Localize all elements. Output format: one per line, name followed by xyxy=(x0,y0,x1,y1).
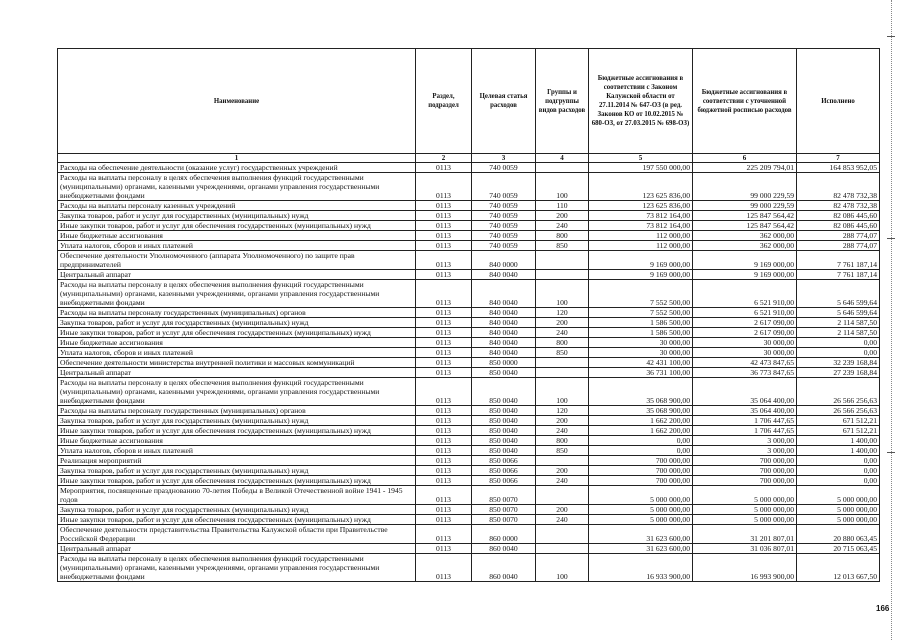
cell-list: 362 000,00 xyxy=(693,241,797,251)
table-row xyxy=(58,318,880,328)
table-row xyxy=(58,211,880,221)
col-number: 7 xyxy=(797,154,880,163)
table-row xyxy=(58,368,880,378)
cell-list: 3 000,00 xyxy=(693,436,797,446)
cell-done: 2 114 587,50 xyxy=(797,318,880,328)
cell-law: 7 552 500,00 xyxy=(589,308,693,318)
cell-sec: 0113 xyxy=(416,368,472,378)
cell-grp: 100 xyxy=(536,554,589,582)
cell-list: 125 847 564,42 xyxy=(693,211,797,221)
cell-grp: 200 xyxy=(536,416,589,426)
cell-grp: 110 xyxy=(536,201,589,211)
cell-law: 5 000 000,00 xyxy=(589,515,693,525)
cell-grp: 200 xyxy=(536,318,589,328)
cell-sec: 0113 xyxy=(416,211,472,221)
cell-sec: 0113 xyxy=(416,163,472,173)
cell-done: 5 000 000,00 xyxy=(797,515,880,525)
table-row xyxy=(58,456,880,466)
cell-done: 20 715 063,45 xyxy=(797,544,880,554)
cell-grp: 100 xyxy=(536,280,589,308)
cell-done: 27 239 168,84 xyxy=(797,368,880,378)
cell-sec: 0113 xyxy=(416,231,472,241)
cell-done: 82 086 445,60 xyxy=(797,211,880,221)
cell-done: 7 761 187,14 xyxy=(797,251,880,270)
cell-tgt: 840 0040 xyxy=(472,348,536,358)
table-row xyxy=(58,406,880,416)
col-number: 1 xyxy=(58,154,416,163)
col-number: 6 xyxy=(693,154,797,163)
cell-grp xyxy=(536,456,589,466)
cell-list: 42 473 847,65 xyxy=(693,358,797,368)
cell-sec: 0113 xyxy=(416,241,472,251)
cell-done: 82 478 732,38 xyxy=(797,201,880,211)
cell-tgt: 840 0040 xyxy=(472,318,536,328)
cell-name: Центральный аппарат xyxy=(58,544,416,554)
cell-name: Иные закупки товаров, работ и услуг для обеспечения государственных (муниципальных) нужд xyxy=(58,426,416,436)
col-number: 2 xyxy=(416,154,472,163)
cell-law: 112 000,00 xyxy=(589,231,693,241)
col-number: 5 xyxy=(589,154,693,163)
cell-grp: 800 xyxy=(536,231,589,241)
cell-list: 6 521 910,00 xyxy=(693,308,797,318)
cell-sec: 0113 xyxy=(416,348,472,358)
cell-sec: 0113 xyxy=(416,505,472,515)
cell-name: Уплата налогов, сборов и иных платежей xyxy=(58,241,416,251)
cell-tgt: 840 0040 xyxy=(472,308,536,318)
cell-done: 2 114 587,50 xyxy=(797,328,880,338)
table-row xyxy=(58,466,880,476)
cell-sec: 0113 xyxy=(416,456,472,466)
table-row xyxy=(58,348,880,358)
cell-law: 5 000 000,00 xyxy=(589,505,693,515)
cell-law: 1 586 500,00 xyxy=(589,328,693,338)
cell-done: 1 400,00 xyxy=(797,446,880,456)
cell-sec: 0113 xyxy=(416,328,472,338)
cell-sec: 0113 xyxy=(416,280,472,308)
cell-tgt: 850 0040 xyxy=(472,368,536,378)
cell-tgt: 740 0059 xyxy=(472,241,536,251)
cell-done: 82 478 732,38 xyxy=(797,173,880,201)
table-row xyxy=(58,163,880,173)
cell-law: 30 000,00 xyxy=(589,348,693,358)
cell-done: 5 646 599,64 xyxy=(797,308,880,318)
cell-name: Обеспечение деятельности представительства Правительства Калужской области при Правительстве Российской Федерации xyxy=(58,525,416,544)
cell-grp: 200 xyxy=(536,505,589,515)
page-number: 166 xyxy=(876,604,890,613)
cell-list: 362 000,00 xyxy=(693,231,797,241)
cell-list: 31 036 807,01 xyxy=(693,544,797,554)
cell-grp: 800 xyxy=(536,338,589,348)
cell-grp: 240 xyxy=(536,221,589,231)
cell-tgt: 850 0066 xyxy=(472,466,536,476)
cell-name: Иные бюджетные ассигнования xyxy=(58,436,416,446)
cell-list: 16 993 900,00 xyxy=(693,554,797,582)
cell-name: Закупка товаров, работ и услуг для государственных (муниципальных) нужд xyxy=(58,466,416,476)
cell-grp: 850 xyxy=(536,241,589,251)
cell-law: 1 662 200,00 xyxy=(589,426,693,436)
margin-tick xyxy=(887,238,895,239)
table-row xyxy=(58,241,880,251)
cell-list: 99 000 229,59 xyxy=(693,173,797,201)
cell-grp xyxy=(536,525,589,544)
cell-done: 0,00 xyxy=(797,456,880,466)
cell-law: 112 000,00 xyxy=(589,241,693,251)
cell-list: 9 169 000,00 xyxy=(693,251,797,270)
cell-grp: 240 xyxy=(536,328,589,338)
cell-law: 700 000,00 xyxy=(589,466,693,476)
cell-sec: 0113 xyxy=(416,544,472,554)
cell-done: 671 512,21 xyxy=(797,416,880,426)
page-edge-line xyxy=(891,0,892,640)
table-row xyxy=(58,221,880,231)
cell-sec: 0113 xyxy=(416,406,472,416)
margin-tick xyxy=(887,452,895,453)
cell-grp: 240 xyxy=(536,476,589,486)
table-row xyxy=(58,201,880,211)
cell-tgt: 850 0040 xyxy=(472,436,536,446)
cell-name: Расходы на выплаты персоналу в целях обеспечения выполнения функций государственными (муниципальными) органами, казенными учреждениями, органами управления государственными внебюджетными фондами xyxy=(58,378,416,406)
cell-sec: 0113 xyxy=(416,426,472,436)
cell-law: 73 812 164,00 xyxy=(589,221,693,231)
cell-name: Расходы на обеспечение деятельности (оказание услуг) государственных учреждений xyxy=(58,163,416,173)
cell-grp xyxy=(536,486,589,505)
cell-name: Расходы на выплаты персоналу в целях обеспечения выполнения функций государственными (муниципальными) органами, казенными учреждениями, органами управления государственными внебюджетными фондами xyxy=(58,173,416,201)
cell-grp xyxy=(536,251,589,270)
cell-name: Иные закупки товаров, работ и услуг для обеспечения государственных (муниципальных) нужд xyxy=(58,515,416,525)
table-row xyxy=(58,280,880,308)
cell-tgt: 850 0040 xyxy=(472,426,536,436)
cell-sec: 0113 xyxy=(416,554,472,582)
cell-name: Обеспечение деятельности министерства внутренней политики и массовых коммуникаций xyxy=(58,358,416,368)
cell-done: 5 000 000,00 xyxy=(797,486,880,505)
table-row xyxy=(58,446,880,456)
cell-list: 9 169 000,00 xyxy=(693,270,797,280)
cell-grp: 240 xyxy=(536,426,589,436)
cell-law: 700 000,00 xyxy=(589,476,693,486)
table-row xyxy=(58,426,880,436)
cell-name: Обеспечение деятельности Уполномоченного (аппарата Уполномоченного) по защите прав предпринимателей xyxy=(58,251,416,270)
cell-sec: 0113 xyxy=(416,251,472,270)
cell-list: 35 064 400,00 xyxy=(693,406,797,416)
cell-tgt: 740 0059 xyxy=(472,231,536,241)
table-row xyxy=(58,505,880,515)
cell-sec: 0113 xyxy=(416,525,472,544)
cell-tgt: 860 0000 xyxy=(472,525,536,544)
cell-tgt: 740 0059 xyxy=(472,201,536,211)
cell-law: 197 550 000,00 xyxy=(589,163,693,173)
cell-name: Мероприятия, посвященные празднованию 70-летия Победы в Великой Отечественной войне 1941 - 1945 годов xyxy=(58,486,416,505)
cell-sec: 0113 xyxy=(416,416,472,426)
col-number: 4 xyxy=(536,154,589,163)
cell-done: 671 512,21 xyxy=(797,426,880,436)
cell-tgt: 850 0000 xyxy=(472,358,536,368)
cell-law: 123 625 836,00 xyxy=(589,173,693,201)
cell-grp: 850 xyxy=(536,348,589,358)
table-row xyxy=(58,544,880,554)
cell-tgt: 850 0040 xyxy=(472,406,536,416)
cell-law: 73 812 164,00 xyxy=(589,211,693,221)
table-row xyxy=(58,515,880,525)
cell-done: 164 853 952,05 xyxy=(797,163,880,173)
table-row xyxy=(58,251,880,270)
cell-tgt: 740 0059 xyxy=(472,163,536,173)
cell-tgt: 850 0066 xyxy=(472,456,536,466)
cell-list: 700 000,00 xyxy=(693,456,797,466)
cell-list: 125 847 564,42 xyxy=(693,221,797,231)
cell-name: Иные закупки товаров, работ и услуг для обеспечения государственных (муниципальных) нужд xyxy=(58,328,416,338)
header-alloc-list: Бюджетные ассигнования в соответствии с уточненной бюджетной росписью расходов xyxy=(693,49,797,154)
table-row xyxy=(58,554,880,582)
cell-tgt: 840 0040 xyxy=(472,270,536,280)
table-row xyxy=(58,486,880,505)
cell-list: 3 000,00 xyxy=(693,446,797,456)
cell-grp: 200 xyxy=(536,466,589,476)
cell-sec: 0113 xyxy=(416,318,472,328)
cell-grp: 100 xyxy=(536,378,589,406)
table-row xyxy=(58,525,880,544)
cell-grp xyxy=(536,270,589,280)
header-executed: Исполнено xyxy=(797,49,880,154)
cell-grp: 240 xyxy=(536,515,589,525)
cell-tgt: 850 0070 xyxy=(472,486,536,505)
cell-name: Расходы на выплаты персоналу в целях обеспечения выполнения функций государственными (муниципальными) органами, казенными учреждениями, органами управления государственными внебюджетными фондами xyxy=(58,280,416,308)
cell-sec: 0113 xyxy=(416,446,472,456)
cell-tgt: 850 0040 xyxy=(472,378,536,406)
cell-done: 12 013 667,50 xyxy=(797,554,880,582)
cell-law: 9 169 000,00 xyxy=(589,270,693,280)
cell-list: 2 617 090,00 xyxy=(693,328,797,338)
cell-law: 0,00 xyxy=(589,446,693,456)
cell-list: 30 000,00 xyxy=(693,338,797,348)
cell-name: Расходы на выплаты персоналу государственных (муниципальных) органов xyxy=(58,406,416,416)
cell-name: Расходы на выплаты персоналу государственных (муниципальных) органов xyxy=(58,308,416,318)
budget-table xyxy=(57,48,880,582)
cell-name: Центральный аппарат xyxy=(58,368,416,378)
cell-law: 16 933 900,00 xyxy=(589,554,693,582)
cell-sec: 0113 xyxy=(416,515,472,525)
cell-sec: 0113 xyxy=(416,378,472,406)
cell-tgt: 860 0040 xyxy=(472,554,536,582)
cell-grp: 120 xyxy=(536,308,589,318)
cell-tgt: 850 0070 xyxy=(472,505,536,515)
cell-grp: 120 xyxy=(536,406,589,416)
cell-tgt: 840 0040 xyxy=(472,338,536,348)
cell-done: 20 880 063,45 xyxy=(797,525,880,544)
cell-list: 700 000,00 xyxy=(693,466,797,476)
cell-list: 36 773 847,65 xyxy=(693,368,797,378)
table-row xyxy=(58,378,880,406)
cell-sec: 0113 xyxy=(416,338,472,348)
cell-sec: 0113 xyxy=(416,221,472,231)
cell-list: 1 706 447,65 xyxy=(693,426,797,436)
cell-name: Закупка товаров, работ и услуг для государственных (муниципальных) нужд xyxy=(58,416,416,426)
table-header xyxy=(58,49,880,163)
cell-name: Закупка товаров, работ и услуг для государственных (муниципальных) нужд xyxy=(58,505,416,515)
cell-done: 82 086 445,60 xyxy=(797,221,880,231)
cell-name: Иные бюджетные ассигнования xyxy=(58,231,416,241)
table-body xyxy=(58,163,880,582)
cell-law: 35 068 900,00 xyxy=(589,406,693,416)
cell-name: Иные закупки товаров, работ и услуг для обеспечения государственных (муниципальных) нужд xyxy=(58,476,416,486)
cell-grp xyxy=(536,368,589,378)
cell-grp xyxy=(536,163,589,173)
cell-law: 30 000,00 xyxy=(589,338,693,348)
cell-grp xyxy=(536,544,589,554)
cell-done: 0,00 xyxy=(797,466,880,476)
cell-name: Закупка товаров, работ и услуг для государственных (муниципальных) нужд xyxy=(58,318,416,328)
header-alloc-law: Бюджетные ассигнования в соответствии с Законом Калужской области от 27.11.2014 № 647-ОЗ (в ред. Законов КО от 10.02.2015 № 680-ОЗ, от 27.03.2015 № 698-ОЗ) xyxy=(589,49,693,154)
cell-name: Расходы на выплаты персоналу в целях обеспечения выполнения функций государственными (муниципальными) органами, казенными учреждениями, органами управления государственными внебюджетными фондами xyxy=(58,554,416,582)
cell-law: 7 552 500,00 xyxy=(589,280,693,308)
cell-grp: 200 xyxy=(536,211,589,221)
cell-done: 288 774,07 xyxy=(797,231,880,241)
cell-law: 35 068 900,00 xyxy=(589,378,693,406)
cell-law: 0,00 xyxy=(589,436,693,446)
cell-grp: 800 xyxy=(536,436,589,446)
cell-tgt: 740 0059 xyxy=(472,221,536,231)
cell-law: 31 623 600,00 xyxy=(589,525,693,544)
table-row xyxy=(58,328,880,338)
cell-done: 26 566 256,63 xyxy=(797,406,880,416)
cell-name: Реализация мероприятий xyxy=(58,456,416,466)
cell-sec: 0113 xyxy=(416,308,472,318)
cell-tgt: 840 0000 xyxy=(472,251,536,270)
cell-list: 31 201 807,01 xyxy=(693,525,797,544)
cell-tgt: 850 0066 xyxy=(472,476,536,486)
cell-done: 7 761 187,14 xyxy=(797,270,880,280)
cell-done: 288 774,07 xyxy=(797,241,880,251)
cell-done: 0,00 xyxy=(797,348,880,358)
cell-done: 0,00 xyxy=(797,338,880,348)
cell-name: Иные закупки товаров, работ и услуг для обеспечения государственных (муниципальных) нужд xyxy=(58,221,416,231)
cell-law: 36 731 100,00 xyxy=(589,368,693,378)
cell-sec: 0113 xyxy=(416,466,472,476)
cell-done: 5 000 000,00 xyxy=(797,505,880,515)
cell-sec: 0113 xyxy=(416,270,472,280)
cell-law: 1 662 200,00 xyxy=(589,416,693,426)
cell-sec: 0113 xyxy=(416,476,472,486)
cell-law: 42 431 100,00 xyxy=(589,358,693,368)
table-row xyxy=(58,270,880,280)
cell-sec: 0113 xyxy=(416,486,472,505)
cell-tgt: 850 0040 xyxy=(472,446,536,456)
cell-tgt: 740 0059 xyxy=(472,173,536,201)
table-row xyxy=(58,436,880,446)
cell-law: 31 623 600,00 xyxy=(589,544,693,554)
cell-name: Иные бюджетные ассигнования xyxy=(58,338,416,348)
cell-name: Центральный аппарат xyxy=(58,270,416,280)
cell-name: Уплата налогов, сборов и иных платежей xyxy=(58,446,416,456)
cell-list: 30 000,00 xyxy=(693,348,797,358)
table-row xyxy=(58,338,880,348)
table-row xyxy=(58,308,880,318)
cell-name: Расходы на выплаты персоналу казенных учреждений xyxy=(58,201,416,211)
cell-law: 1 586 500,00 xyxy=(589,318,693,328)
cell-sec: 0113 xyxy=(416,173,472,201)
cell-law: 5 000 000,00 xyxy=(589,486,693,505)
header-target: Целевая статья расходов xyxy=(472,49,536,154)
header-section: Раздел, подраздел xyxy=(416,49,472,154)
cell-tgt: 740 0059 xyxy=(472,211,536,221)
header-name: Наименование xyxy=(58,49,416,154)
cell-tgt: 840 0040 xyxy=(472,328,536,338)
table-row xyxy=(58,358,880,368)
cell-list: 225 209 794,01 xyxy=(693,163,797,173)
col-number: 3 xyxy=(472,154,536,163)
table-row xyxy=(58,231,880,241)
cell-tgt: 850 0040 xyxy=(472,416,536,426)
cell-name: Закупка товаров, работ и услуг для государственных (муниципальных) нужд xyxy=(58,211,416,221)
cell-done: 1 400,00 xyxy=(797,436,880,446)
cell-list: 99 000 229,59 xyxy=(693,201,797,211)
cell-list: 5 000 000,00 xyxy=(693,515,797,525)
cell-done: 26 566 256,63 xyxy=(797,378,880,406)
cell-sec: 0113 xyxy=(416,358,472,368)
cell-grp: 850 xyxy=(536,446,589,456)
cell-grp xyxy=(536,358,589,368)
table-row xyxy=(58,476,880,486)
margin-tick xyxy=(887,36,895,37)
table-row xyxy=(58,416,880,426)
header-group: Группы и подгруппы видов расходов xyxy=(536,49,589,154)
cell-law: 700 000,00 xyxy=(589,456,693,466)
cell-law: 123 625 836,00 xyxy=(589,201,693,211)
cell-tgt: 840 0040 xyxy=(472,280,536,308)
cell-list: 1 706 447,65 xyxy=(693,416,797,426)
cell-sec: 0113 xyxy=(416,436,472,446)
cell-done: 5 646 599,64 xyxy=(797,280,880,308)
cell-tgt: 860 0040 xyxy=(472,544,536,554)
cell-list: 700 000,00 xyxy=(693,476,797,486)
cell-sec: 0113 xyxy=(416,201,472,211)
cell-tgt: 850 0070 xyxy=(472,515,536,525)
cell-list: 35 064 400,00 xyxy=(693,378,797,406)
cell-law: 9 169 000,00 xyxy=(589,251,693,270)
cell-name: Уплата налогов, сборов и иных платежей xyxy=(58,348,416,358)
table-row xyxy=(58,173,880,201)
cell-done: 0,00 xyxy=(797,476,880,486)
cell-list: 2 617 090,00 xyxy=(693,318,797,328)
cell-list: 5 000 000,00 xyxy=(693,505,797,515)
cell-grp: 100 xyxy=(536,173,589,201)
cell-done: 32 239 168,84 xyxy=(797,358,880,368)
cell-list: 6 521 910,00 xyxy=(693,280,797,308)
cell-list: 5 000 000,00 xyxy=(693,486,797,505)
